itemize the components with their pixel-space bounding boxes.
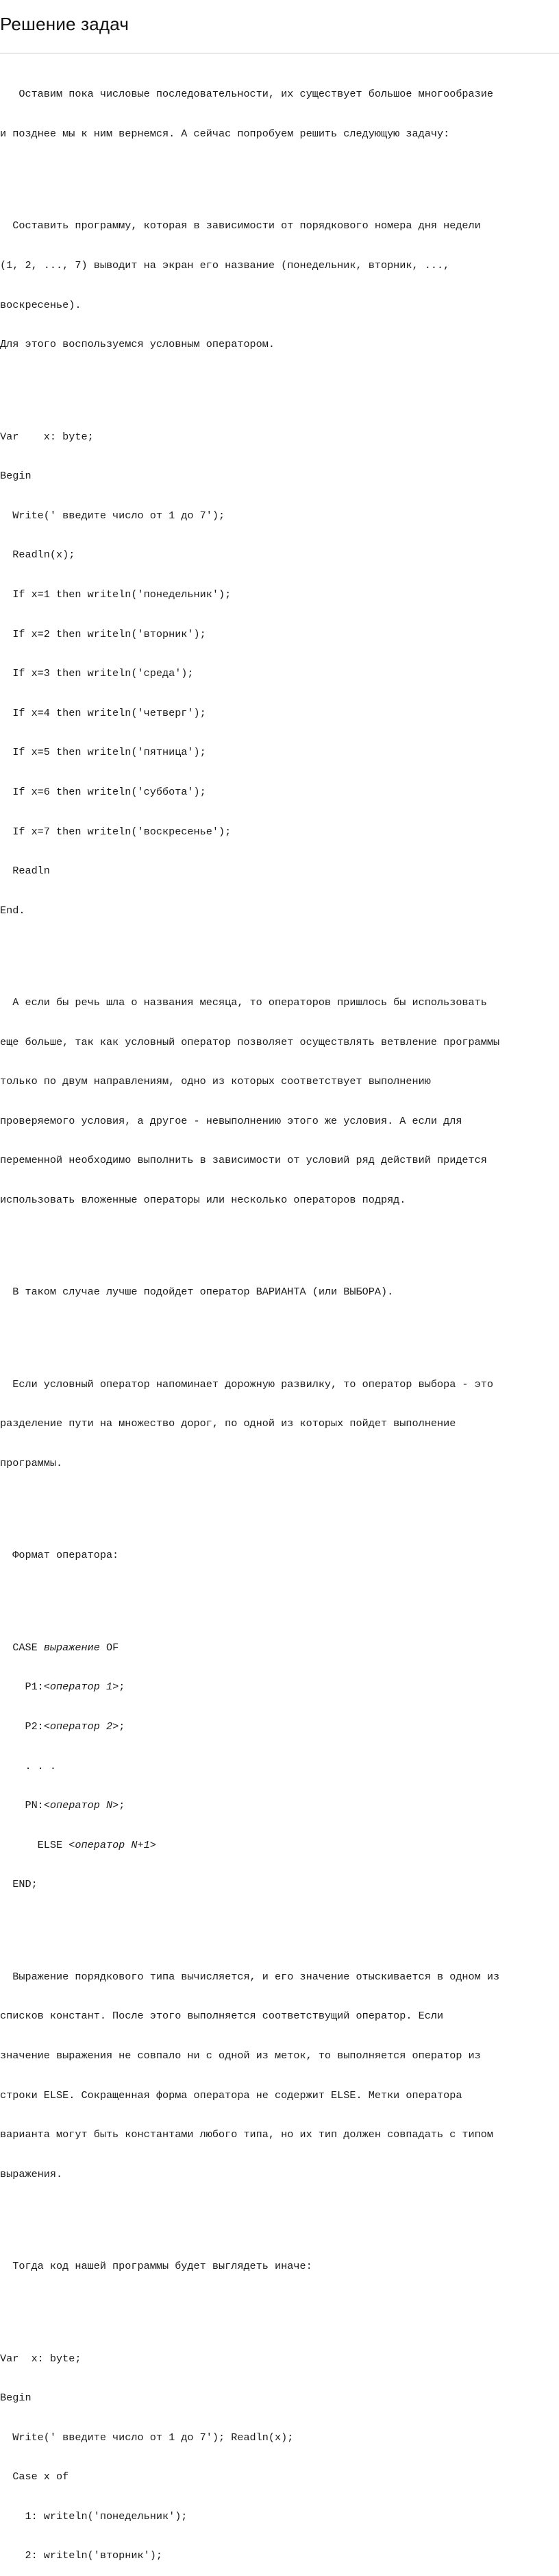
document-body — [0, 62, 559, 2576]
format-line — [0, 1641, 559, 1654]
paragraph-line: варианта могут быть константами любого типа, но их тип должен совпадать с типом — [0, 2128, 494, 2141]
format-keyword: ELSE — [0, 1838, 69, 1851]
code-line: Write(' введите число от 1 до 7'); — [0, 509, 225, 522]
code-line: If x=3 then writeln('среда'); — [0, 667, 194, 680]
format-label-key: P1: — [0, 1681, 44, 1694]
blank-line — [0, 1325, 559, 1338]
blank-line — [0, 1589, 559, 1602]
code-line: Readln — [0, 865, 50, 878]
format-operator: <оператор 1> — [43, 1681, 119, 1694]
format-semicolon: ; — [119, 1681, 125, 1694]
paragraph-line: А если бы речь шла о названия месяца, то операторов пришлось бы использовать — [0, 996, 487, 1009]
code-line: If x=5 then writeln('пятница'); — [0, 746, 206, 759]
code-line: End. — [0, 904, 25, 917]
blank-line — [0, 2300, 559, 2313]
code-line: If x=7 then writeln('воскресенье'); — [0, 825, 232, 838]
code-line: Write(' введите число от 1 до 7'); Readln(x); — [0, 2431, 294, 2444]
format-keyword: OF — [99, 1641, 119, 1654]
code-line: If x=2 then writeln('вторник'); — [0, 627, 206, 640]
code-line: 1: writeln('понедельник'); — [0, 2509, 188, 2523]
paragraph-line: Выражение порядкового типа вычисляется, и его значение отыскивается в одном из — [0, 1970, 500, 1983]
blank-line — [0, 1233, 559, 1247]
blank-line — [0, 167, 559, 180]
paragraph-line: строки ELSE. Сокращенная форма оператора не содержит ELSE. Метки оператора — [0, 2089, 462, 2102]
intro-line: Оставим пока числовые последовательности, их существует большое многообразие — [0, 88, 494, 101]
format-semicolon: ; — [119, 1799, 125, 1812]
paragraph-line: В таком случае лучше подойдет оператор ВАРИАНТА (или ВЫБОРА). — [0, 1286, 394, 1299]
intro-line: и позднее мы к ним вернемся. А сейчас попробуем решить следующую задачу: — [0, 128, 450, 140]
code-line: Readln(x); — [0, 549, 75, 562]
paragraph-line: программы. — [0, 1457, 63, 1470]
blank-line — [0, 1497, 559, 1510]
format-operator: <оператор N> — [43, 1799, 119, 1812]
paragraph-line: только по двум направлениям, одно из которых соответствует выполнению — [0, 1075, 431, 1088]
code-line: Begin — [0, 470, 32, 483]
code-line: Var x: byte; — [0, 430, 94, 443]
format-line — [0, 1839, 559, 1852]
paragraph-line: разделение пути на множество дорог, по одной из которых пойдет выполнение — [0, 1417, 456, 1430]
format-operator: <оператор 2> — [43, 1720, 119, 1733]
blank-line — [0, 2207, 559, 2220]
code-line: Var x: byte; — [0, 2352, 82, 2365]
format-expression: выражение — [43, 1641, 100, 1654]
task-line: (1, 2, ..., 7) выводит на экран его название (понедельник, вторник, ..., — [0, 258, 450, 272]
paragraph-line: значение выражения не совпало ни с одной из меток, то выполняется оператор из — [0, 2049, 481, 2062]
format-line: . . . — [0, 1759, 57, 1772]
format-line — [0, 1799, 559, 1812]
format-label-key: P2: — [0, 1720, 44, 1733]
blank-line — [0, 943, 559, 956]
task-line: Для этого воспользуемся условным оператором. — [0, 338, 275, 351]
paragraph-line: выражения. — [0, 2167, 63, 2180]
task-line: Составить программу, которая в зависимости от порядкового номера дня недели — [0, 219, 481, 232]
paragraph-line: Если условный оператор напоминает дорожную развилку, то оператор выбора - это — [0, 1377, 494, 1391]
code-line: 2: writeln('вторник'); — [0, 2549, 162, 2562]
format-label-key: PN: — [0, 1799, 44, 1812]
page-title: Решение задач — [0, 14, 129, 34]
format-label: Формат оператора: — [0, 1549, 119, 1562]
paragraph-line: Тогда код нашей программы будет выглядеть иначе: — [0, 2260, 312, 2273]
paragraph-line: использовать вложенные операторы или несколько операторов подряд. — [0, 1194, 406, 1207]
format-line — [0, 1720, 559, 1733]
code-line: If x=1 then writeln('понедельник'); — [0, 588, 232, 601]
format-line — [0, 1681, 559, 1694]
paragraph-line: переменной необходимо выполнить в зависимости от условий ряд действий придется — [0, 1154, 487, 1167]
code-line: Begin — [0, 2392, 32, 2405]
code-line: If x=6 then writeln('суббота'); — [0, 785, 206, 798]
code-line: Case x of — [0, 2470, 69, 2483]
code-line: If x=4 then writeln('четверг'); — [0, 706, 206, 719]
format-keyword: CASE — [0, 1641, 44, 1654]
format-line: END; — [0, 1878, 38, 1891]
blank-line — [0, 378, 559, 391]
format-semicolon: ; — [119, 1720, 125, 1733]
format-operator: <оператор N+1> — [69, 1838, 156, 1851]
task-line: воскресенье). — [0, 298, 82, 311]
paragraph-line: проверяемого условия, а другое - невыполнению этого же условия. А если для — [0, 1114, 462, 1127]
paragraph-line: списков констант. После этого выполняется соответствущий оператор. Если — [0, 2010, 444, 2023]
blank-line — [0, 1918, 559, 1931]
paragraph-line: еще больше, так как условный оператор позволяет осуществлять ветвление программы — [0, 1035, 500, 1048]
